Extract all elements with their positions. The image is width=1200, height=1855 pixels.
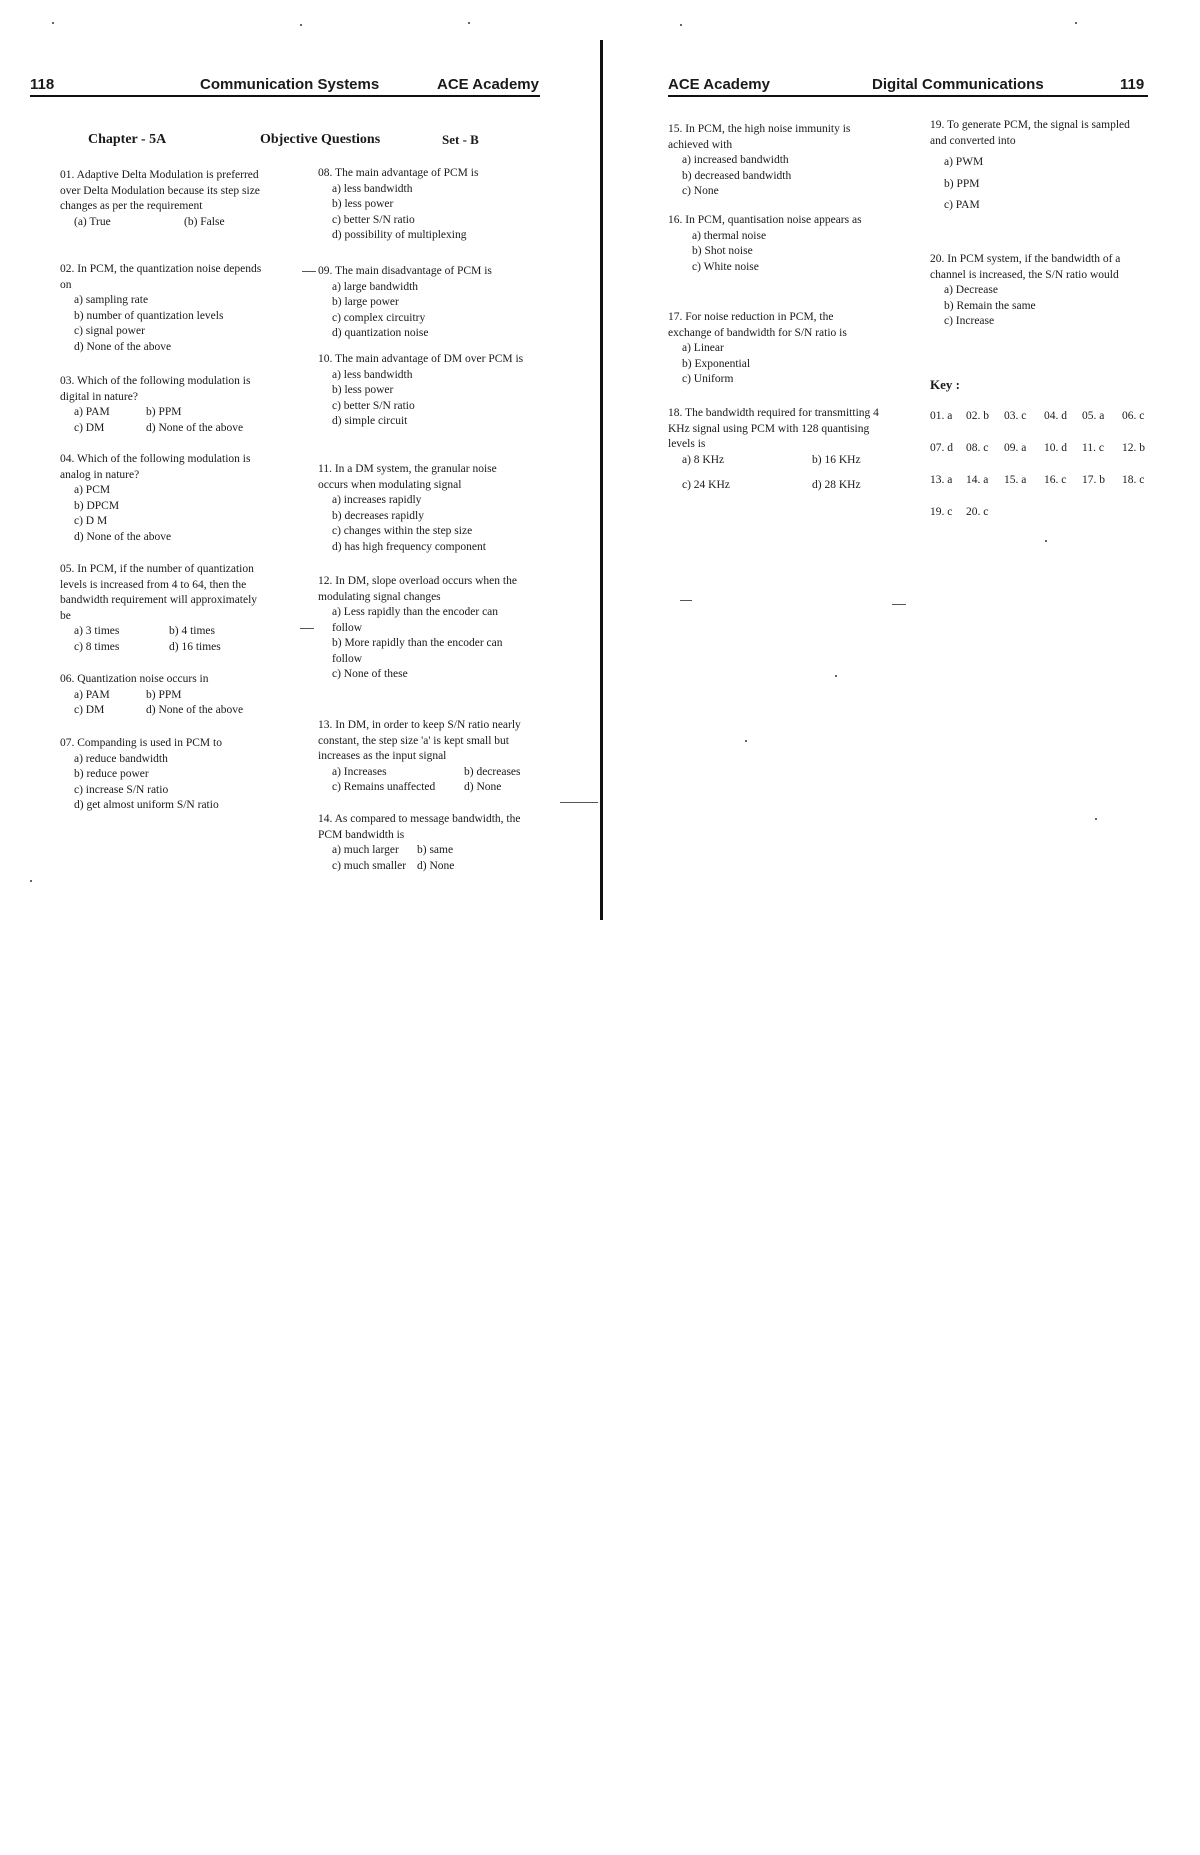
question-11: 11. In a DM system, the granular noise occurs when modulating signal a) increases rapidly b) decreases rapidly c) changes within the step size d) has high frequency component (318, 463, 497, 553)
scan-speck (1095, 818, 1097, 820)
scan-speck (1075, 22, 1077, 24)
answer-key-label: Key : (930, 377, 960, 392)
question-01: 01. Adaptive Delta Modulation is preferred over Delta Modulation because its step size changes as per the requirement (a) True (b) False (60, 169, 260, 228)
answer-key-entry: 15. a (1004, 474, 1027, 486)
answer-key-entry: 04. d (1044, 410, 1067, 422)
answer-key-entry: 12. b (1122, 442, 1145, 454)
question-07: 07. Companding is used in PCM to a) reduce bandwidth b) reduce power c) increase S/N ratio d) get almost uniform S/N ratio (60, 737, 222, 811)
left-page-number: 118 (30, 76, 55, 93)
answer-key-entry: 14. a (966, 474, 989, 486)
margin-dash (892, 604, 906, 605)
question-03: 03. Which of the following modulation is digital in nature? a) PAM b) PPM c) DM d) None of the above (60, 375, 251, 434)
answer-key-entry: 03. c (1004, 410, 1027, 422)
page-fold (600, 40, 603, 920)
answer-key-entry: 02. b (966, 410, 989, 422)
scan-speck (680, 24, 682, 26)
question-05: 05. In PCM, if the number of quantization levels is increased from 4 to 64, then the bandwidth requirement will approximately be a) 3 times b) 4 times c) 8 times d) 16 times (60, 563, 258, 653)
scan-speck (30, 880, 32, 882)
question-18: 18. The bandwidth required for transmitting 4 KHz signal using PCM with 128 quantising levels is a) 8 KHz b) 16 KHz c) 24 KHz d) 28 KHz (668, 407, 879, 491)
question-12: 12. In DM, slope overload occurs when the modulating signal changes a) Less rapidly than the encoder can follow b) More rapidly than the encoder can follow c) None of these (318, 575, 517, 680)
answer-key-entry: 11. c (1082, 442, 1104, 454)
answer-key-entry: 01. a (930, 410, 953, 422)
margin-dash (560, 802, 598, 803)
question-13: 13. In DM, in order to keep S/N ratio nearly constant, the step size 'a' is kept small but increases as the input signal a) Increases b) decreases c) Remains unaffected d) None (318, 719, 521, 793)
question-15: 15. In PCM, the high noise immunity is achieved with a) increased bandwidth b) decreased bandwidth c) None (668, 123, 851, 197)
right-page-number: 119 (1120, 76, 1145, 93)
answer-key-entry: 18. c (1122, 474, 1145, 486)
answer-key-entry: 19. c (930, 506, 953, 518)
question-02: 02. In PCM, the quantization noise depends on a) sampling rate b) number of quantization levels c) signal power d) None of the above (60, 263, 262, 353)
question-06: 06. Quantization noise occurs in a) PAM b) PPM c) DM d) None of the above (60, 673, 244, 716)
margin-dash (302, 271, 316, 272)
set-label: Set - B (442, 132, 479, 147)
question-17: 17. For noise reduction in PCM, the exchange of bandwidth for S/N ratio is a) Linear b) Exponential c) Uniform (668, 311, 847, 385)
answer-key-entry: 07. d (930, 442, 953, 454)
answer-key-entry: 08. c (966, 442, 989, 454)
scan-speck (835, 675, 837, 677)
right-header-rule (668, 95, 1148, 97)
answer-key-entry: 13. a (930, 474, 953, 486)
answer-key-entry: 10. d (1044, 442, 1067, 454)
answer-key-entry: 17. b (1082, 474, 1105, 486)
question-04: 04. Which of the following modulation is analog in nature? a) PCM b) DPCM c) D M d) None of the above (60, 453, 251, 543)
left-book-title: Communication Systems (200, 76, 380, 93)
question-09: 09. The main disadvantage of PCM is a) large bandwidth b) large power c) complex circuitry d) quantization noise (318, 265, 492, 339)
right-publisher: ACE Academy (668, 76, 770, 93)
right-book-title: Digital Communications (872, 76, 1044, 93)
question-10: 10. The main advantage of DM over PCM is a) less bandwidth b) less power c) better S/N ratio d) simple circuit (318, 353, 524, 427)
margin-dash (680, 600, 692, 601)
answer-key-entry: 20. c (966, 506, 989, 518)
scan-speck (468, 22, 470, 24)
question-08: 08. The main advantage of PCM is a) less bandwidth b) less power c) better S/N ratio d) possibility of multiplexing (318, 167, 479, 241)
scan-speck (745, 740, 747, 742)
scan-speck (1045, 540, 1047, 542)
answer-key-entry: 09. a (1004, 442, 1027, 454)
scan-speck (52, 22, 54, 24)
question-14: 14. As compared to message bandwidth, the PCM bandwidth is a) much larger b) same c) much smaller d) None (318, 813, 521, 872)
left-header-rule (30, 95, 540, 97)
margin-dash (300, 628, 314, 629)
section-title: Objective Questions (260, 132, 381, 147)
chapter-label: Chapter - 5A (88, 132, 167, 147)
left-publisher: ACE Academy (437, 76, 539, 93)
question-20: 20. In PCM system, if the bandwidth of a channel is increased, the S/N ratio would a) Decrease b) Remain the same c) Increase (930, 253, 1121, 327)
question-19: 19. To generate PCM, the signal is sampled and converted into a) PWM b) PPM c) PAM (930, 119, 1130, 211)
scan-speck (300, 24, 302, 26)
answer-key-entry: 05. a (1082, 410, 1105, 422)
answer-key-entry: 16. c (1044, 474, 1067, 486)
question-16: 16. In PCM, quantisation noise appears as a) thermal noise b) Shot noise c) White noise (668, 214, 862, 273)
answer-key-entry: 06. c (1122, 410, 1145, 422)
